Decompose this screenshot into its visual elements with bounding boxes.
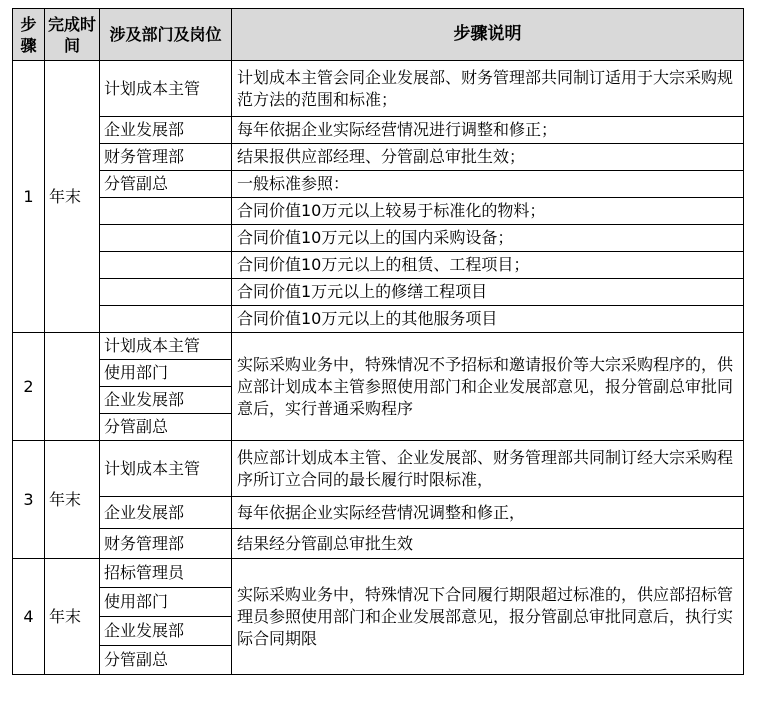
step-number-4: 4: [13, 559, 45, 675]
dept-cell: 分管副总: [100, 414, 232, 441]
dept-cell: 计划成本主管: [100, 441, 232, 497]
desc-cell: 结果报供应部经理、分管副总审批生效；: [232, 144, 744, 171]
desc-cell: 每年依据企业实际经营情况进行调整和修正；: [232, 117, 744, 144]
table-row: [13, 198, 744, 225]
dept-cell-empty: [100, 306, 232, 333]
dept-cell-empty: [100, 198, 232, 225]
desc-cell: 合同价值10万元以上较易于标准化的物料；: [232, 198, 744, 225]
table-row: [13, 333, 744, 360]
header-step: 步骤: [13, 9, 45, 61]
dept-cell: 计划成本主管: [100, 61, 232, 117]
table-row: [13, 306, 744, 333]
desc-cell: 实际采购业务中，特殊情况下合同履行期限超过标准的，供应部招标管理员参照使用部门和企业发展部意见，报分管副总审批同意后，执行实际合同期限: [232, 559, 744, 675]
desc-cell: 合同价值10万元以上的国内采购设备；: [232, 225, 744, 252]
table-row: [13, 559, 744, 588]
dept-cell-empty: [100, 225, 232, 252]
desc-cell: 实际采购业务中，特殊情况不予招标和邀请报价等大宗采购程序的，供应部计划成本主管参照使用部门和企业发展部意见，报分管副总审批同意后，实行普通采购程序: [232, 333, 744, 441]
table-row: [13, 225, 744, 252]
desc-cell: 结果经分管副总审批生效: [232, 529, 744, 559]
dept-cell: 招标管理员: [100, 559, 232, 588]
completion-time-2: [45, 333, 100, 441]
table-row: [13, 171, 744, 198]
table-row: [13, 279, 744, 306]
step-number-1: 1: [13, 61, 45, 333]
desc-cell: 一般标准参照：: [232, 171, 744, 198]
desc-cell: 供应部计划成本主管、企业发展部、财务管理部共同制订经大宗采购程序所订立合同的最长履行时限标准，: [232, 441, 744, 497]
header-dept: 涉及部门及岗位: [100, 9, 232, 61]
step-number-2: 2: [13, 333, 45, 441]
desc-cell: 每年依据企业实际经营情况调整和修正，: [232, 497, 744, 529]
header-time: 完成时间: [45, 9, 100, 61]
dept-cell: 企业发展部: [100, 617, 232, 646]
dept-cell: 企业发展部: [100, 387, 232, 414]
step-number-3: 3: [13, 441, 45, 559]
dept-cell: 使用部门: [100, 360, 232, 387]
table-row: [13, 117, 744, 144]
desc-cell: 合同价值10万元以上的其他服务项目: [232, 306, 744, 333]
dept-cell-empty: [100, 252, 232, 279]
table-row: [13, 61, 744, 117]
dept-cell: 企业发展部: [100, 117, 232, 144]
dept-cell: 分管副总: [100, 171, 232, 198]
desc-cell: 合同价值10万元以上的租赁、工程项目；: [232, 252, 744, 279]
desc-cell: 合同价值1万元以上的修缮工程项目: [232, 279, 744, 306]
procedure-table: [12, 8, 744, 675]
table-row: [13, 144, 744, 171]
table-row: [13, 497, 744, 529]
dept-cell: 计划成本主管: [100, 333, 232, 360]
dept-cell: 使用部门: [100, 588, 232, 617]
header-row: [13, 9, 744, 61]
dept-cell: 财务管理部: [100, 144, 232, 171]
desc-cell: 计划成本主管会同企业发展部、财务管理部共同制订适用于大宗采购规范方法的范围和标准；: [232, 61, 744, 117]
table-row: [13, 252, 744, 279]
dept-cell: 分管副总: [100, 646, 232, 675]
header-desc: 步骤说明: [232, 9, 744, 61]
completion-time-3: 年末: [45, 441, 100, 559]
completion-time-1: 年末: [45, 61, 100, 333]
table-row: [13, 441, 744, 497]
completion-time-4: 年末: [45, 559, 100, 675]
dept-cell: 企业发展部: [100, 497, 232, 529]
table-row: [13, 529, 744, 559]
dept-cell-empty: [100, 279, 232, 306]
dept-cell: 财务管理部: [100, 529, 232, 559]
